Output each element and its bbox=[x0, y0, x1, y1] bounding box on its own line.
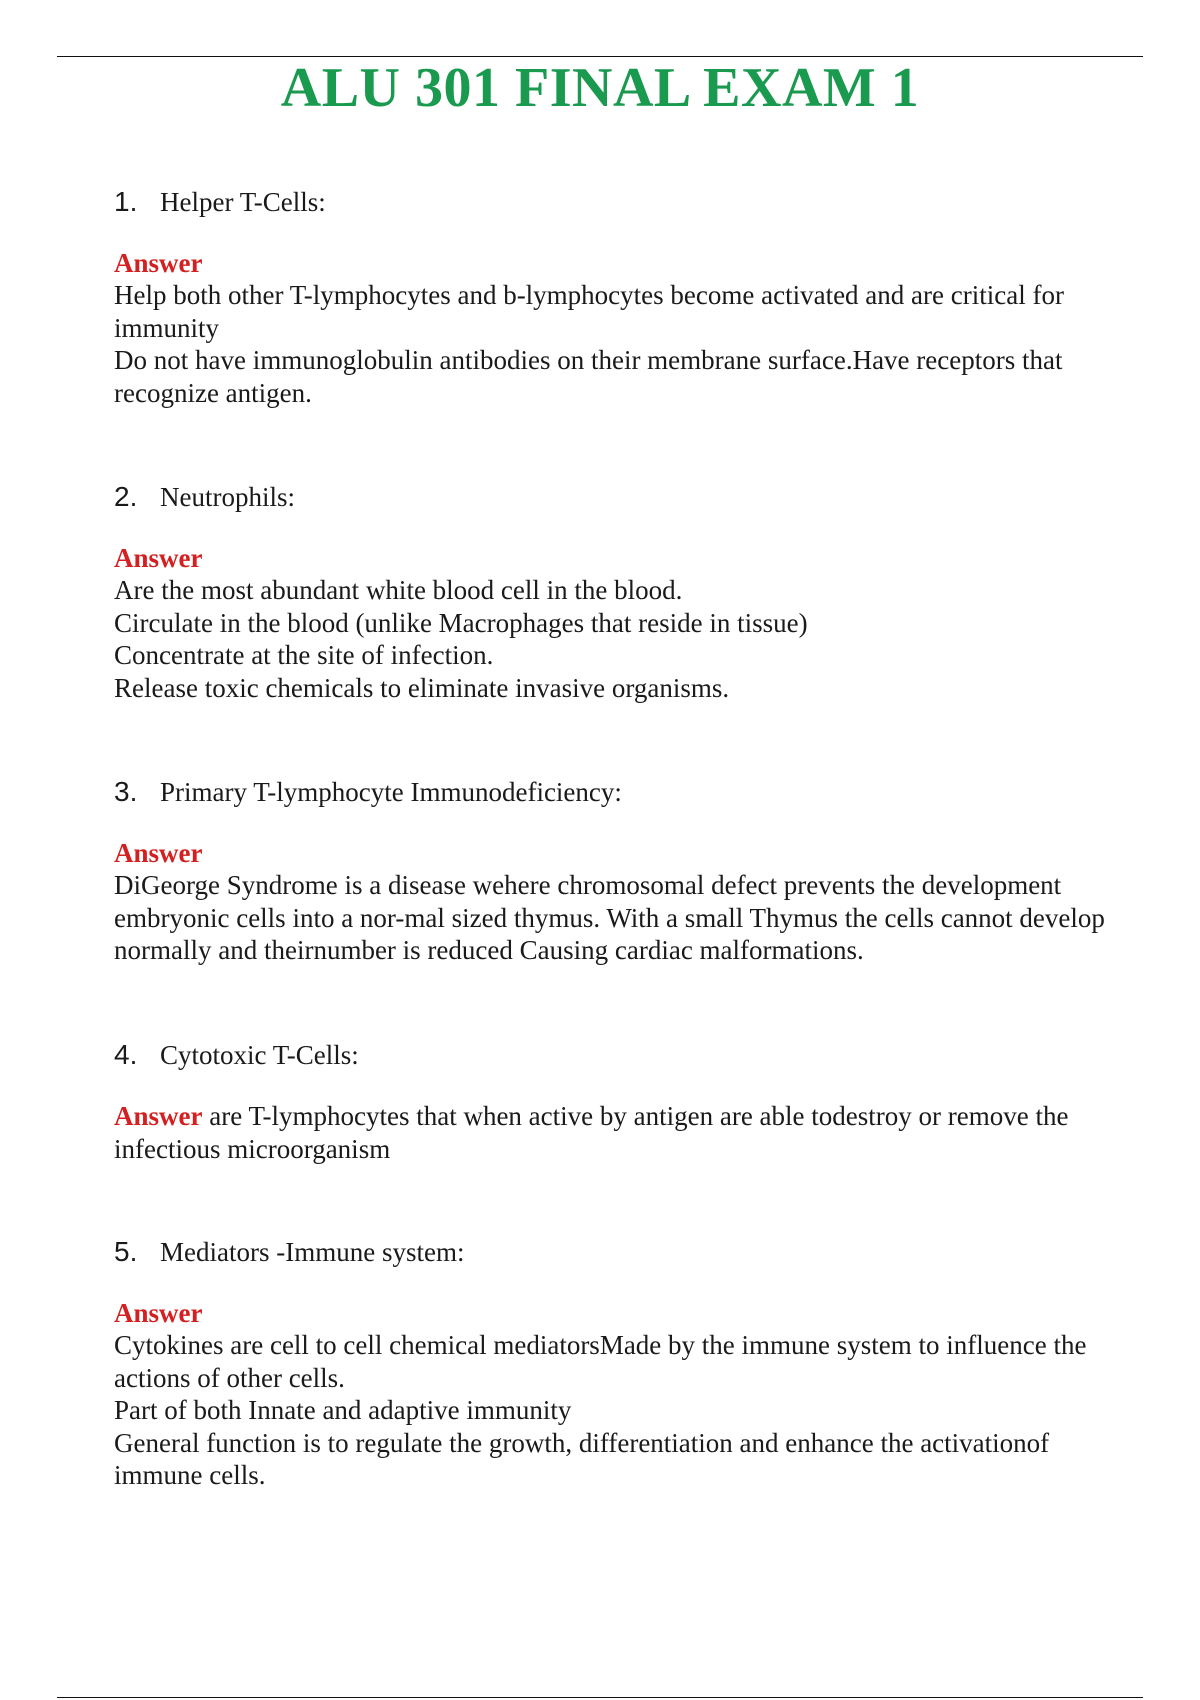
question-2 bbox=[114, 480, 1154, 704]
question-heading bbox=[114, 1038, 1154, 1072]
question-text: Primary T-lymphocyte Immunodeficiency: bbox=[160, 777, 622, 807]
answer-line: normally and theirnumber is reduced Causing cardiac malformations. bbox=[114, 935, 864, 965]
answer-line: Circulate in the blood (unlike Macrophages that reside in tissue) bbox=[114, 607, 808, 638]
answer-line: Do not have immunoglobulin antibodies on their membrane surface.Have receptors that bbox=[114, 345, 1063, 375]
question-heading bbox=[114, 185, 1154, 219]
question-heading bbox=[114, 1235, 1154, 1269]
question-text: Mediators -Immune system: bbox=[160, 1237, 465, 1267]
answer-label: Answer bbox=[114, 543, 203, 573]
answer-label: Answer bbox=[114, 1101, 203, 1131]
answer-line: actions of other cells. bbox=[114, 1362, 345, 1393]
question-text: Cytotoxic T-Cells: bbox=[160, 1040, 359, 1070]
page-title: ALU 301 FINAL EXAM 1 bbox=[280, 57, 920, 119]
answer-line: Release toxic chemicals to eliminate invasive organisms. bbox=[114, 672, 730, 703]
question-1 bbox=[114, 185, 1154, 409]
question-4 bbox=[114, 1038, 1154, 1165]
answer-line bbox=[114, 1100, 1154, 1133]
answer-line: immunity bbox=[114, 312, 220, 343]
answer-line: Part of both Innate and adaptive immunity bbox=[114, 1395, 572, 1425]
answer-line: Concentrate at the site of infection. bbox=[114, 640, 494, 670]
question-number: 5. bbox=[114, 1236, 138, 1267]
bottom-rule bbox=[57, 1697, 1143, 1698]
answer-label: Answer bbox=[114, 1298, 203, 1328]
question-heading bbox=[114, 775, 1154, 809]
answer-line: General function is to regulate the growth, differentiation and enhance the activationof bbox=[114, 1427, 1050, 1458]
question-number: 1. bbox=[114, 186, 138, 217]
answer-label: Answer bbox=[114, 838, 203, 868]
question-text: Neutrophils: bbox=[160, 482, 295, 512]
answer-line: Cytokines are cell to cell chemical mediatorsMade by the immune system to influence the bbox=[114, 1330, 1087, 1360]
answer-line: DiGeorge Syndrome is a disease wehere chromosomal defect prevents the development bbox=[114, 870, 1062, 900]
question-5 bbox=[114, 1235, 1154, 1492]
question-3 bbox=[114, 775, 1154, 967]
question-number: 2. bbox=[114, 481, 138, 512]
question-number: 4. bbox=[114, 1039, 138, 1070]
answer-line: immune cells. bbox=[114, 1460, 266, 1490]
answer-text: are T-lymphocytes that when active by antigen are able todestroy or remove the bbox=[202, 1101, 1069, 1131]
answer-line: embryonic cells into a nor-mal sized thymus. With a small Thymus the cells cannot develop bbox=[114, 902, 1105, 933]
question-number: 3. bbox=[114, 776, 138, 807]
answer-line: recognize antigen. bbox=[114, 377, 312, 408]
answer-line: Help both other T-lymphocytes and b-lymphocytes become activated and are critical for bbox=[114, 280, 1064, 310]
answer-label: Answer bbox=[114, 248, 203, 278]
question-text: Helper T-Cells: bbox=[160, 187, 326, 217]
question-heading bbox=[114, 480, 1154, 514]
answer-line: infectious microorganism bbox=[114, 1133, 391, 1164]
answer-line: Are the most abundant white blood cell in the blood. bbox=[114, 575, 683, 605]
